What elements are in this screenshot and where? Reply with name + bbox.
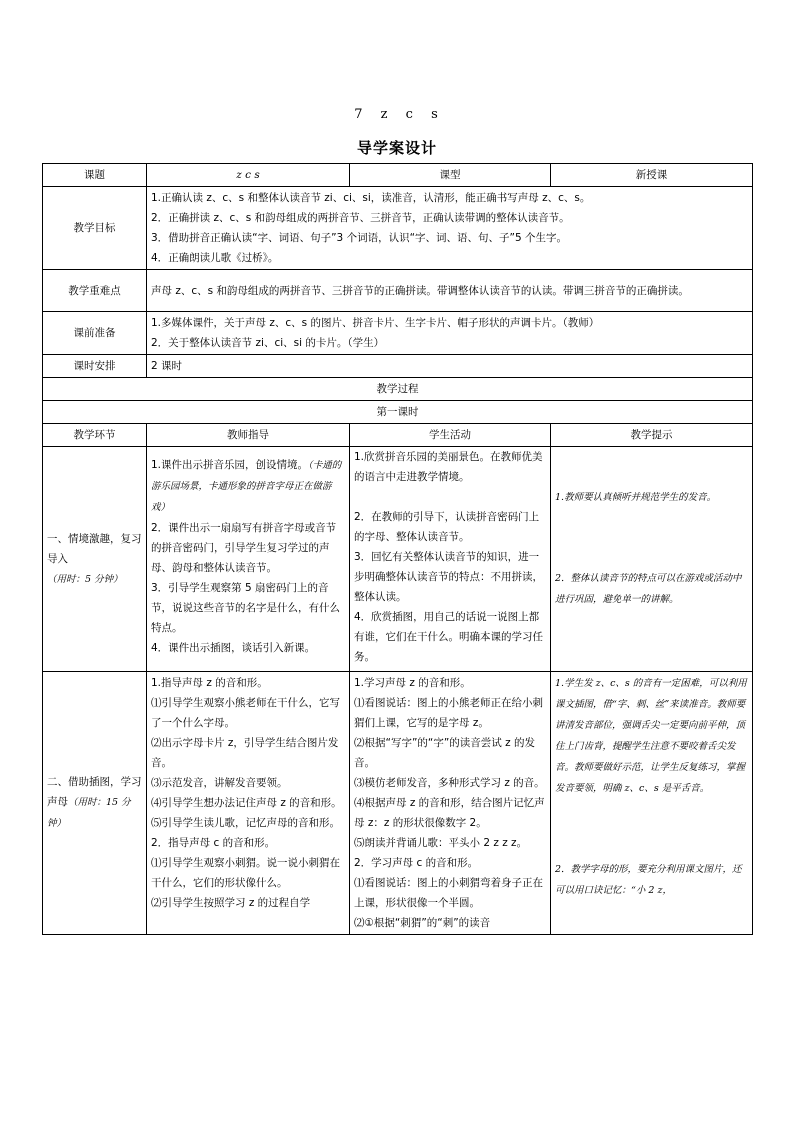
- prep-cell: [147, 312, 753, 355]
- topic-value: z c s: [147, 164, 350, 187]
- stage-cell: [43, 672, 147, 935]
- column-header: 教学环节: [43, 424, 147, 447]
- teacher-step-note: （卡通的游乐园场景，卡通形象的拼音字母正在做游戏）: [151, 460, 342, 513]
- student-cell: [350, 447, 551, 672]
- goals-label: 教学目标: [43, 187, 147, 270]
- prep-label: 课前准备: [43, 312, 147, 355]
- teacher-step: 1.课件出示拼音乐园，创设情境。（卡通的游乐园场景，卡通形象的拼音字母正在做游戏）: [151, 459, 342, 513]
- prep-row: [43, 312, 753, 355]
- lesson-title-row: [43, 401, 753, 424]
- column-header: 教学提示: [551, 424, 753, 447]
- title-letter-s: s: [431, 107, 440, 122]
- stage-time: （用时：5 分钟）: [47, 573, 123, 585]
- student-step: 3．回忆有关整体认读音节的知识，进一步明确整体认读音节的特点：不用拼读，整体认读。: [354, 551, 543, 603]
- process-title: 教学过程: [43, 378, 753, 401]
- process-title-row: [43, 378, 753, 401]
- tip-item: 1.学生发 z、c、s 的音有一定困难，可以利用课文插图，借“字、刺、丝”来读准音。教师要讲清发音部位，强调舌尖一定要向前平伸，顶住上门齿背，提醒学生注意不要咬着舌尖发音。教师要做好示范，让学生反复练习，掌握发音要领，明确 z、c、s 是平舌音。: [555, 678, 747, 794]
- goals-row: [43, 187, 753, 270]
- student-step: ⑴看图说话：图上的小熊老师正在给小刺猬们上课，它写的是字母 z。: [354, 697, 543, 729]
- goal-item: 1.正确认读 z、c、s 和整体认读音节 zi、ci、si，读准音，认清形，能正确书写声母 z、c、s。: [151, 192, 591, 204]
- student-step: 1.欣赏拼音乐园的美丽景色。在教师优美的语言中走进教学情境。: [354, 451, 543, 483]
- hours-row: [43, 355, 753, 378]
- stage-name: 一、情境激趣，复习导入: [47, 532, 142, 565]
- hours-value: 2 课时: [147, 355, 753, 378]
- tips-cell: [551, 447, 753, 672]
- lesson-plan-table: [42, 163, 753, 935]
- column-header: 学生活动: [350, 424, 551, 447]
- tip-item: 2．教学字母的形，要充分利用课文图片，还可以用口诀记忆：“小 2 z，: [555, 864, 742, 896]
- student-step: 2．在教师的引导下，认读拼音密码门上的字母、整体认读音节。: [354, 511, 540, 543]
- lesson-number: 7: [354, 107, 365, 122]
- teacher-step: ⑴引导学生观察小刺猬。说一说小刺猬在干什么，它们的形状像什么。: [151, 857, 340, 889]
- teacher-step: 3．引导学生观察第 5 扇密码门上的音节，说说这些音节的名字是什么，有什么特点。: [151, 582, 340, 634]
- student-step: 2．学习声母 c 的音和形。: [354, 857, 479, 869]
- tip-item: 1.教师要认真倾听并规范学生的发音。: [555, 492, 717, 503]
- stage-time: （用时：15 分钟）: [47, 797, 131, 829]
- column-header: 教师指导: [147, 424, 350, 447]
- process-row-1: [43, 447, 753, 672]
- student-step: 4．欣赏插图，用自己的话说一说图上都有谁，它们在干什么。明确本课的学习任务。: [354, 611, 543, 663]
- process-row-2: [43, 672, 753, 935]
- page-title: 导学案设计: [356, 139, 437, 157]
- lesson-type-label: 课型: [350, 164, 551, 187]
- difficulty-text: 声母 z、c、s 和韵母组成的两拼音节、三拼音节的正确拼读。带调整体认读音节的认读。带调三拼音节的正确拼读。: [147, 270, 753, 312]
- prep-item: 2．关于整体认读音节 zi、ci、si 的卡片。（学生）: [151, 337, 385, 349]
- title-letter-z: z: [380, 107, 390, 122]
- teacher-cell: [147, 672, 350, 935]
- goal-item: 3．借助拼音正确认读“字、词语、句子”3 个词语，认识“字、词、语、句、子”5 个生字。: [151, 232, 567, 244]
- tip-item: 2．整体认读音节的特点可以在游戏或活动中进行巩固，避免单一的讲解。: [555, 573, 742, 605]
- difficulty-row: [43, 270, 753, 312]
- student-step: ⑷根据声母 z 的音和形，结合图片记忆声母 z：z 的形状很像数字 2。: [354, 797, 545, 829]
- stage-cell: [43, 447, 147, 672]
- teacher-step: 1.指导声母 z 的音和形。: [151, 677, 268, 689]
- goal-item: 2．正确拼读 z、c、s 和韵母组成的两拼音节、三拼音节，正确认读带调的整体认读音节。: [151, 212, 570, 224]
- teacher-step: 2．指导声母 c 的音和形。: [151, 837, 276, 849]
- teacher-step: ⑷引导学生想办法记住声母 z 的音和形。: [151, 797, 342, 809]
- student-step: ⑸朗读并背诵儿歌：平头小 2 z z z。: [354, 837, 528, 849]
- prep-item: 1.多媒体课件，关于声母 z、c、s 的图片、拼音卡片、生字卡片、帽子形状的声调卡片。（教师）: [151, 317, 600, 329]
- student-step: ⑶模仿老师发音，多种形式学习 z 的音。: [354, 777, 545, 789]
- student-cell: [350, 672, 551, 935]
- title-letter-c: c: [405, 107, 415, 122]
- teacher-step: 2．课件出示一扇扇写有拼音字母或音节的拼音密码门，引导学生复习学过的声母、韵母和整体认读音节。: [151, 522, 337, 574]
- student-step: 1.学习声母 z 的音和形。: [354, 677, 471, 689]
- goals-cell: [147, 187, 753, 270]
- student-step: ⑵①根据“刺猬”的“刺”的读音: [354, 917, 491, 929]
- stage-name: 二、借助插图，学习声母: [47, 776, 142, 808]
- lesson-type-value: 新授课: [551, 164, 753, 187]
- teacher-step: ⑸引导学生读儿歌，记忆声母的音和形。: [151, 817, 340, 829]
- topic-row: [43, 164, 753, 187]
- hours-label: 课时安排: [43, 355, 147, 378]
- teacher-step: ⑴引导学生观察小熊老师在干什么，它写了一个什么字母。: [151, 697, 340, 729]
- teacher-step: ⑵引导学生按照学习 z 的过程自学: [151, 897, 311, 909]
- teacher-step: ⑵出示字母卡片 z，引导学生结合图片发音。: [151, 737, 339, 769]
- difficulty-label: 教学重难点: [43, 270, 147, 312]
- tips-cell: [551, 672, 753, 935]
- teacher-step: ⑶示范发音，讲解发音要领。: [151, 777, 288, 789]
- lesson-number-title: [0, 107, 794, 122]
- column-header-row: [43, 424, 753, 447]
- lesson-title: 第一课时: [43, 401, 753, 424]
- goal-item: 4．正确朗读儿歌《过桥》。: [151, 252, 279, 264]
- teacher-step: 4．课件出示插图，谈话引入新课。: [151, 642, 316, 654]
- student-step: ⑵根据“写字”的“字”的读音尝试 z 的发音。: [354, 737, 535, 769]
- topic-label: 课题: [43, 164, 147, 187]
- teacher-cell: [147, 447, 350, 672]
- student-step: ⑴看图说话：图上的小刺猬弯着身子正在上课，形状很像一个半圆。: [354, 877, 543, 909]
